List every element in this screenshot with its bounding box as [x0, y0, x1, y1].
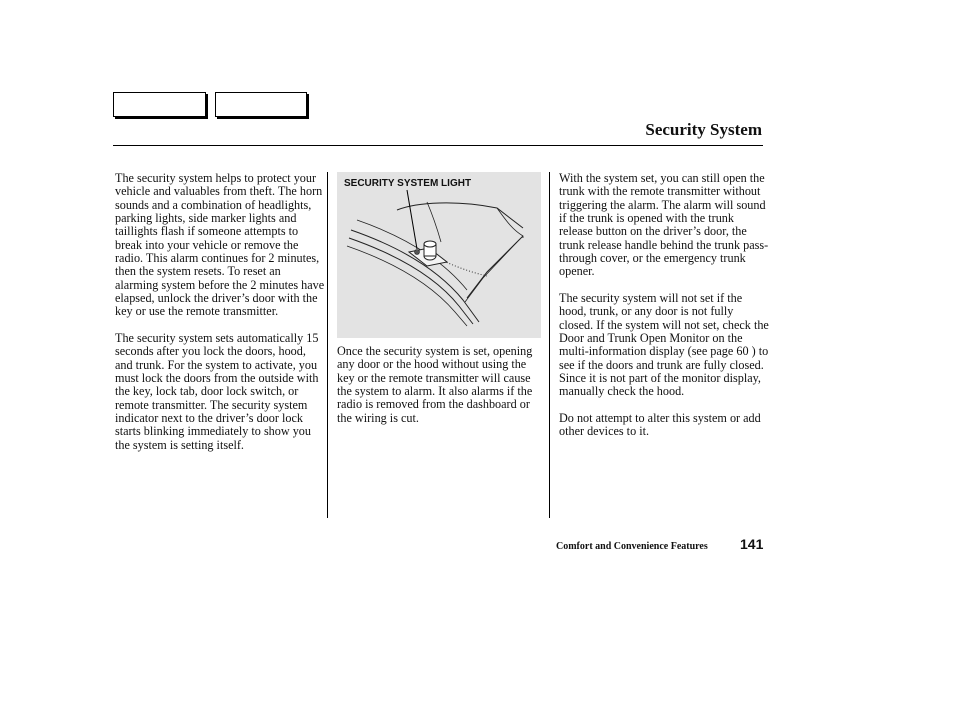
- footer-section-name: Comfort and Convenience Features: [556, 541, 708, 552]
- column-divider: [549, 172, 550, 518]
- text-column-left: [115, 172, 325, 465]
- security-light-figure: [337, 172, 541, 338]
- figure-label: SECURITY SYSTEM LIGHT: [344, 178, 472, 189]
- nav-tab-box-1[interactable]: [113, 92, 206, 117]
- paragraph: The security system helps to protect your vehicle and valuables from theft. The horn sounds and a combination of headlights, parking lights, side marker lights and taillights flash if someone attempts to break into your vehicle or remove the radio. This alarm continues for 2 minutes, then the system resets. To reset an alarming system before the 2 minutes have elapsed, unlock the driver’s door with the key or use the remote transmitter.: [115, 171, 325, 319]
- paragraph: With the system set, you can still open the trunk with the remote transmitter without triggering the alarm. The alarm will sound if the trunk is opened with the trunk release button on the driver’s door, the trunk release handle behind the trunk pass-through cover, or the emergency trunk opener.: [559, 171, 769, 279]
- column-divider: [327, 172, 328, 518]
- door-panel-illustration: [337, 172, 541, 338]
- nav-tab-box-2[interactable]: [215, 92, 307, 117]
- page-number: 141: [740, 536, 764, 552]
- text-column-right: [559, 172, 769, 452]
- page-title: Security System: [645, 120, 762, 139]
- paragraph: Do not attempt to alter this system or add other devices to it.: [559, 411, 761, 439]
- paragraph: The security system sets automatically 15 seconds after you lock the doors, hood, and trunk. For the system to activate, you must lock the doors from the outside with the key, lock tab, door lock switch, or remote transmitter. The security system indicator next to the driver’s door lock starts blinking immediately to show you the system is setting itself.: [115, 331, 319, 452]
- text-column-middle: [337, 345, 543, 438]
- paragraph: Once the security system is set, opening any door or the hood without using the key or the remote transmitter will cause the system to alarm. It also alarms if the radio is removed from the dashboard or the wiring is cut.: [337, 344, 533, 425]
- paragraph: The security system will not set if the hood, trunk, or any door is not fully closed. If the system will not set, check the Door and Trunk Open Monitor on the multi-information display (see page 60 ) to see if the doors and trunk are fully closed. Since it is not part of the monitor display, manually check the hood.: [559, 291, 769, 399]
- title-rule: [113, 145, 763, 146]
